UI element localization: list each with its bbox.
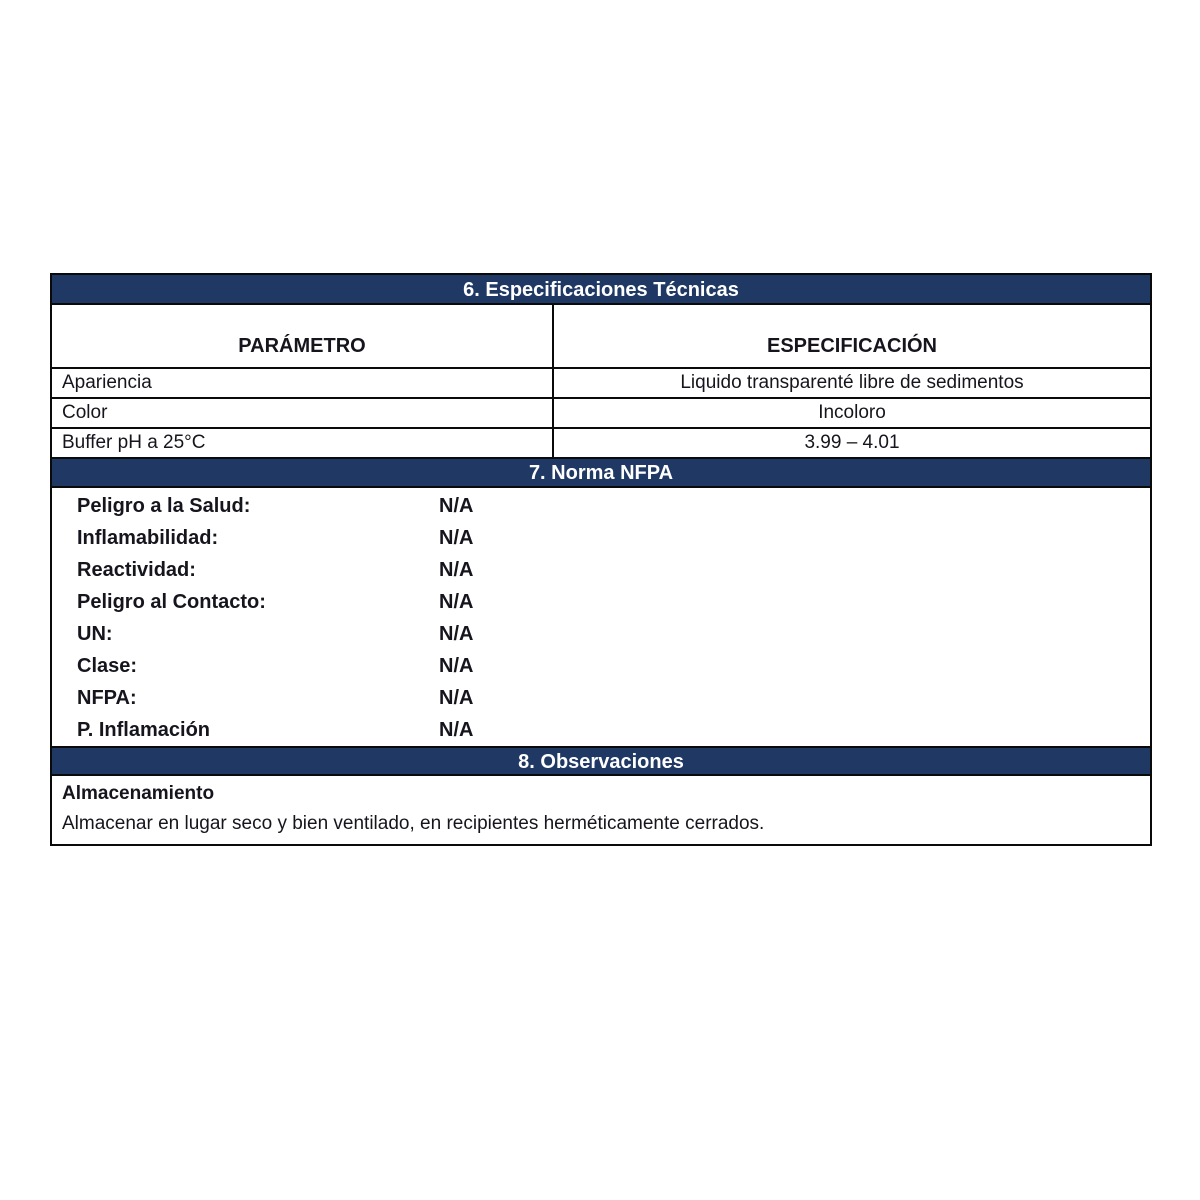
section-header-especificaciones-tecnicas: 6. Especificaciones Técnicas	[52, 275, 1150, 305]
nfpa-label: P. Inflamación	[77, 718, 211, 741]
table-row-color	[52, 399, 1150, 429]
nfpa-row-clase	[52, 650, 1150, 682]
spec-table-header-row	[52, 305, 1150, 369]
param-cell: Buffer pH a 25°C	[52, 429, 554, 457]
section-header-observaciones: 8. Observaciones	[52, 748, 1150, 776]
column-header-especificacion: ESPECIFICACIÓN	[766, 335, 938, 357]
nfpa-row-peligro-salud	[52, 490, 1150, 522]
observaciones-text: Almacenar en lugar seco y bien ventilado, en recipientes herméticamente cerrados.	[62, 813, 765, 834]
nfpa-label: Reactividad:	[77, 558, 196, 581]
nfpa-value: N/A	[439, 558, 474, 581]
nfpa-label: Clase:	[77, 654, 138, 677]
nfpa-label: Peligro a la Salud:	[77, 494, 251, 517]
nfpa-row-p-inflamacion	[52, 714, 1150, 746]
nfpa-row-reactividad	[52, 554, 1150, 586]
nfpa-row-peligro-contacto	[52, 586, 1150, 618]
nfpa-section-body	[52, 488, 1150, 748]
nfpa-label: UN:	[77, 622, 113, 645]
observaciones-subtitle: Almacenamiento	[62, 783, 215, 804]
nfpa-label: Inflamabilidad:	[77, 526, 219, 549]
nfpa-value: N/A	[439, 622, 474, 645]
nfpa-value: N/A	[439, 590, 474, 613]
spec-cell: 3.99 – 4.01	[804, 432, 900, 453]
nfpa-label: NFPA:	[77, 686, 137, 709]
column-header-parametro: PARÁMETRO	[52, 305, 554, 367]
nfpa-row-nfpa	[52, 682, 1150, 714]
spec-cell: Incoloro	[818, 402, 886, 423]
spec-cell: Liquido transparenté libre de sedimentos	[680, 372, 1024, 393]
param-cell: Color	[52, 399, 554, 427]
param-cell: Apariencia	[52, 369, 554, 397]
nfpa-value: N/A	[439, 494, 474, 517]
nfpa-label: Peligro al Contacto:	[77, 590, 266, 613]
nfpa-value: N/A	[439, 686, 474, 709]
table-row-buffer-ph	[52, 429, 1150, 459]
nfpa-value: N/A	[439, 654, 474, 677]
nfpa-row-un	[52, 618, 1150, 650]
technical-data-sheet-table	[50, 273, 1152, 846]
table-row-apariencia	[52, 369, 1150, 399]
section-header-norma-nfpa: 7. Norma NFPA	[52, 459, 1150, 488]
nfpa-row-inflamabilidad	[52, 522, 1150, 554]
nfpa-value: N/A	[439, 718, 474, 741]
observaciones-section-body	[52, 776, 1150, 844]
nfpa-value: N/A	[439, 526, 474, 549]
